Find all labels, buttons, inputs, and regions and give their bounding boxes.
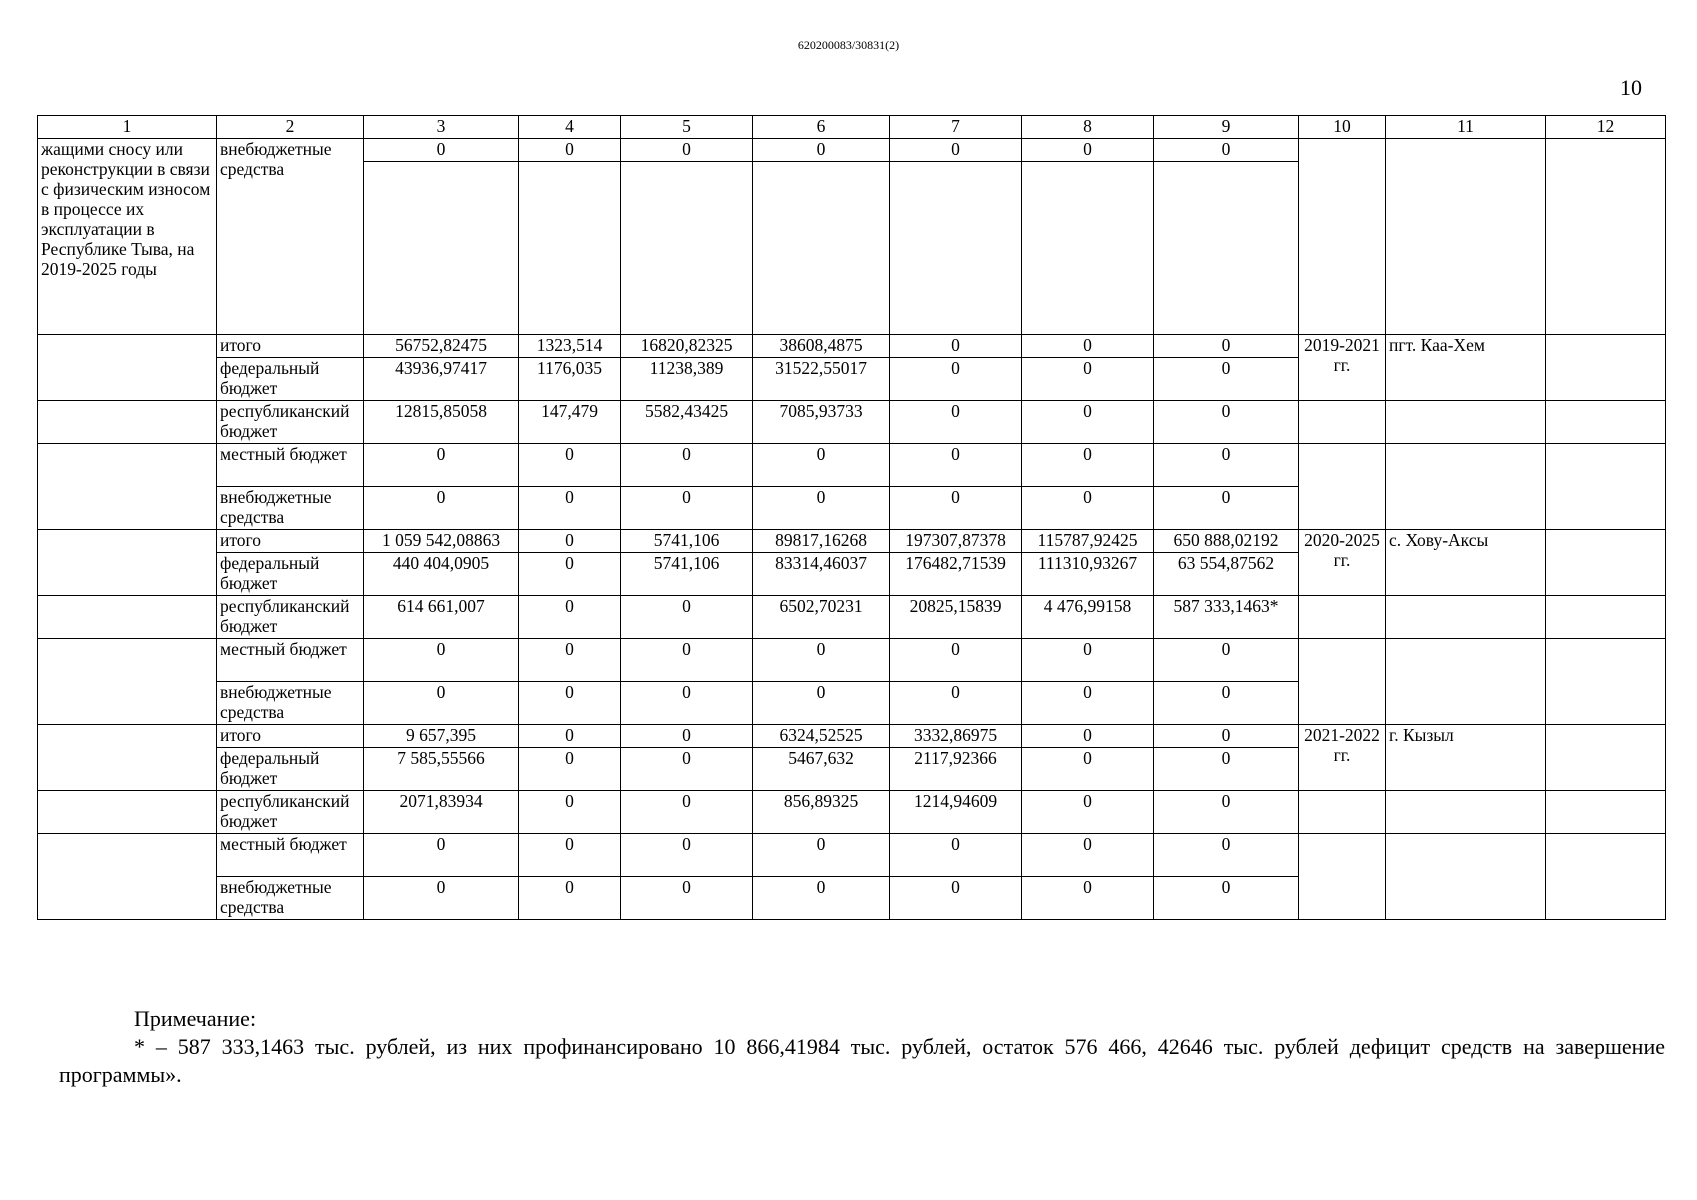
table-cell [519,162,621,335]
table-row [38,139,1666,162]
funding-type: итого [217,725,364,748]
table-cell: 440 404,0905 [364,553,519,596]
table-cell: 16820,82325 [621,335,753,358]
table-row [38,725,1666,748]
col-header: 12 [1546,116,1666,139]
table-cell [38,335,217,401]
table-cell: 4 476,99158 [1022,596,1154,639]
table-cell: 0 [890,335,1022,358]
table-cell: 0 [364,639,519,682]
table-cell [1386,639,1546,725]
table-cell [38,725,217,791]
table-cell: 5741,106 [621,553,753,596]
table-cell: 0 [1154,791,1299,834]
table-cell: 0 [1154,487,1299,530]
table-cell: 43936,97417 [364,358,519,401]
table-cell: 1 059 542,08863 [364,530,519,553]
col-header: 11 [1386,116,1546,139]
funding-type: внебюджетные средства [217,682,364,725]
table-cell: 0 [364,487,519,530]
table-row [38,335,1666,358]
table-cell: 0 [621,791,753,834]
funding-type: внебюджетные средства [217,139,364,335]
table-cell [38,596,217,639]
table-cell [1299,139,1386,335]
table-cell [1546,139,1666,335]
funding-type: внебюджетные средства [217,487,364,530]
table-cell [38,401,217,444]
table-cell [1386,139,1546,335]
table-cell: 0 [890,487,1022,530]
table-cell [1546,530,1666,596]
period-cell: 2019-2021 гг. [1299,335,1386,401]
location-cell: г. Кызыл [1386,725,1546,791]
table-cell: 11238,389 [621,358,753,401]
funding-type: внебюджетные средства [217,877,364,920]
table-cell: 2071,83934 [364,791,519,834]
col-header: 4 [519,116,621,139]
table-row [38,834,1666,877]
table-cell [1546,444,1666,530]
table-cell: 0 [519,444,621,487]
table-cell: 0 [1154,748,1299,791]
table-cell: 0 [753,682,890,725]
col-header: 1 [38,116,217,139]
table-cell: 0 [1022,487,1154,530]
table-cell [1299,401,1386,444]
table-cell [1386,596,1546,639]
table-cell: 0 [519,487,621,530]
table-cell: 197307,87378 [890,530,1022,553]
col-header: 8 [1022,116,1154,139]
table-cell [1546,335,1666,401]
table-cell: 0 [753,834,890,877]
table-cell: 0 [1154,682,1299,725]
table-cell: 0 [1154,358,1299,401]
table-cell: 0 [519,596,621,639]
table-cell: 1323,514 [519,335,621,358]
table-cell [1299,444,1386,530]
table-cell: 176482,71539 [890,553,1022,596]
table-cell: 7 585,55566 [364,748,519,791]
table-row [38,639,1666,682]
funding-type: итого [217,335,364,358]
table-cell: 0 [1154,725,1299,748]
table-row [38,530,1666,553]
table-cell: 856,89325 [753,791,890,834]
table-cell: 0 [1022,791,1154,834]
funding-type: местный бюджет [217,444,364,487]
table-cell: 0 [519,139,621,162]
table-cell [364,162,519,335]
funding-type: республиканский бюджет [217,401,364,444]
table-cell: 5582,43425 [621,401,753,444]
table-cell [1386,401,1546,444]
budget-table [37,115,1666,920]
funding-type: федеральный бюджет [217,748,364,791]
table-cell: 0 [1022,682,1154,725]
table-cell: 0 [753,139,890,162]
table-cell: 0 [890,834,1022,877]
table-cell [1386,791,1546,834]
table-cell: 587 333,1463* [1154,596,1299,639]
location-cell: с. Хову-Аксы [1386,530,1546,596]
table-cell: 0 [621,748,753,791]
table-cell: 1176,035 [519,358,621,401]
table-cell: 0 [890,639,1022,682]
table-cell: 0 [1022,358,1154,401]
table-cell [1546,401,1666,444]
table-cell: 0 [1022,139,1154,162]
funding-type: республиканский бюджет [217,791,364,834]
table-cell: 0 [621,487,753,530]
table-cell: 0 [364,444,519,487]
table-cell: 0 [1022,748,1154,791]
table-cell: 0 [1022,834,1154,877]
table-cell: 38608,4875 [753,335,890,358]
table-cell: 0 [753,444,890,487]
table-cell: 0 [1022,725,1154,748]
table-cell: 0 [1154,877,1299,920]
table-cell [1299,791,1386,834]
table-cell: 115787,92425 [1022,530,1154,553]
col-header: 5 [621,116,753,139]
table-cell [753,162,890,335]
period-cell: 2021-2022 гг. [1299,725,1386,791]
funding-type: местный бюджет [217,639,364,682]
table-cell [1022,162,1154,335]
col-header: 2 [217,116,364,139]
table-cell: 0 [1154,834,1299,877]
table-cell: 0 [1022,877,1154,920]
note-title: Примечание: [134,1006,257,1031]
table-cell: 147,479 [519,401,621,444]
table-cell: 0 [890,139,1022,162]
table-cell: 2117,92366 [890,748,1022,791]
table-cell: 83314,46037 [753,553,890,596]
note-text: * – 587 333,1463 тыс. рублей, из них профинансировано 10 866,41984 тыс. рублей, остаток 576 466, 42646 тыс. рублей дефицит средств на завершение программы». [59,1034,1665,1087]
table-cell [1546,791,1666,834]
table-cell: 0 [519,725,621,748]
table-cell: 0 [753,487,890,530]
table-cell [1386,444,1546,530]
location-cell: пгт. Каа-Хем [1386,335,1546,401]
table-cell [890,162,1022,335]
col-header: 3 [364,116,519,139]
table-cell: 0 [519,682,621,725]
table-cell: 0 [364,682,519,725]
table-cell: 0 [890,682,1022,725]
table-cell: 0 [519,834,621,877]
table-cell: 12815,85058 [364,401,519,444]
table-cell [621,162,753,335]
table-cell [38,530,217,596]
table-cell: 0 [519,553,621,596]
table-cell: 0 [519,530,621,553]
table-cell: 0 [519,639,621,682]
table-cell: 0 [621,834,753,877]
table-cell: 0 [621,596,753,639]
table-cell: 0 [1154,401,1299,444]
col-header: 9 [1154,116,1299,139]
table-cell: 0 [1154,139,1299,162]
table-cell [1546,725,1666,791]
table-cell [1546,596,1666,639]
table-cell: 20825,15839 [890,596,1022,639]
table-cell: 0 [621,444,753,487]
table-cell [1299,596,1386,639]
table-cell: 0 [519,877,621,920]
table-cell: 0 [621,877,753,920]
table-cell [38,791,217,834]
table-cell: 5467,632 [753,748,890,791]
table-cell: 0 [1022,444,1154,487]
table-cell: 614 661,007 [364,596,519,639]
table-cell: 0 [753,639,890,682]
table-cell: 0 [519,791,621,834]
table-cell [1546,834,1666,920]
table-cell: 111310,93267 [1022,553,1154,596]
table-cell: 0 [890,401,1022,444]
table-cell: 0 [621,139,753,162]
table-cell: 0 [1022,335,1154,358]
footnote [59,1005,1665,1089]
table-cell: 5741,106 [621,530,753,553]
table-cell: 7085,93733 [753,401,890,444]
program-description: жащими сносу или реконструкции в связи с физическим износом в процессе их эксплуатации в Республике Тыва, на 2019-2025 годы [38,139,217,335]
table-cell: 0 [364,139,519,162]
table-cell: 0 [621,682,753,725]
period-cell: 2020-2025 гг. [1299,530,1386,596]
table-cell: 0 [621,639,753,682]
table-cell: 0 [519,748,621,791]
table-cell: 9 657,395 [364,725,519,748]
table-cell: 0 [364,877,519,920]
table-cell [38,444,217,530]
table-cell: 3332,86975 [890,725,1022,748]
funding-type: республиканский бюджет [217,596,364,639]
table-cell [1299,834,1386,920]
table-row [38,596,1666,639]
col-header: 7 [890,116,1022,139]
table-cell: 0 [890,444,1022,487]
table-row [38,791,1666,834]
table-cell: 89817,16268 [753,530,890,553]
page-number: 10 [1620,75,1642,100]
table-cell: 0 [890,877,1022,920]
table-cell: 63 554,87562 [1154,553,1299,596]
table-cell: 56752,82475 [364,335,519,358]
table-cell [1386,834,1546,920]
table-cell [1299,639,1386,725]
table-cell: 0 [364,834,519,877]
table-cell: 6502,70231 [753,596,890,639]
table-cell [38,639,217,725]
table-cell [1546,639,1666,725]
col-header: 10 [1299,116,1386,139]
table-cell: 6324,52525 [753,725,890,748]
funding-type: итого [217,530,364,553]
table-cell [1154,162,1299,335]
table-cell: 0 [1154,335,1299,358]
table-cell [38,834,217,920]
table-header-row [38,116,1666,139]
table-cell: 0 [1154,639,1299,682]
funding-type: федеральный бюджет [217,553,364,596]
funding-type: местный бюджет [217,834,364,877]
col-header: 6 [753,116,890,139]
table-cell: 0 [1154,444,1299,487]
table-row [38,401,1666,444]
table-row [38,444,1666,487]
table-cell: 0 [621,725,753,748]
table-cell: 0 [890,358,1022,401]
funding-type: федеральный бюджет [217,358,364,401]
table-cell: 0 [753,877,890,920]
table-cell: 0 [1022,401,1154,444]
document-id: 620200083/30831(2) [797,38,900,52]
table-cell: 0 [1022,639,1154,682]
table-cell: 31522,55017 [753,358,890,401]
table-cell: 650 888,02192 [1154,530,1299,553]
table-cell: 1214,94609 [890,791,1022,834]
